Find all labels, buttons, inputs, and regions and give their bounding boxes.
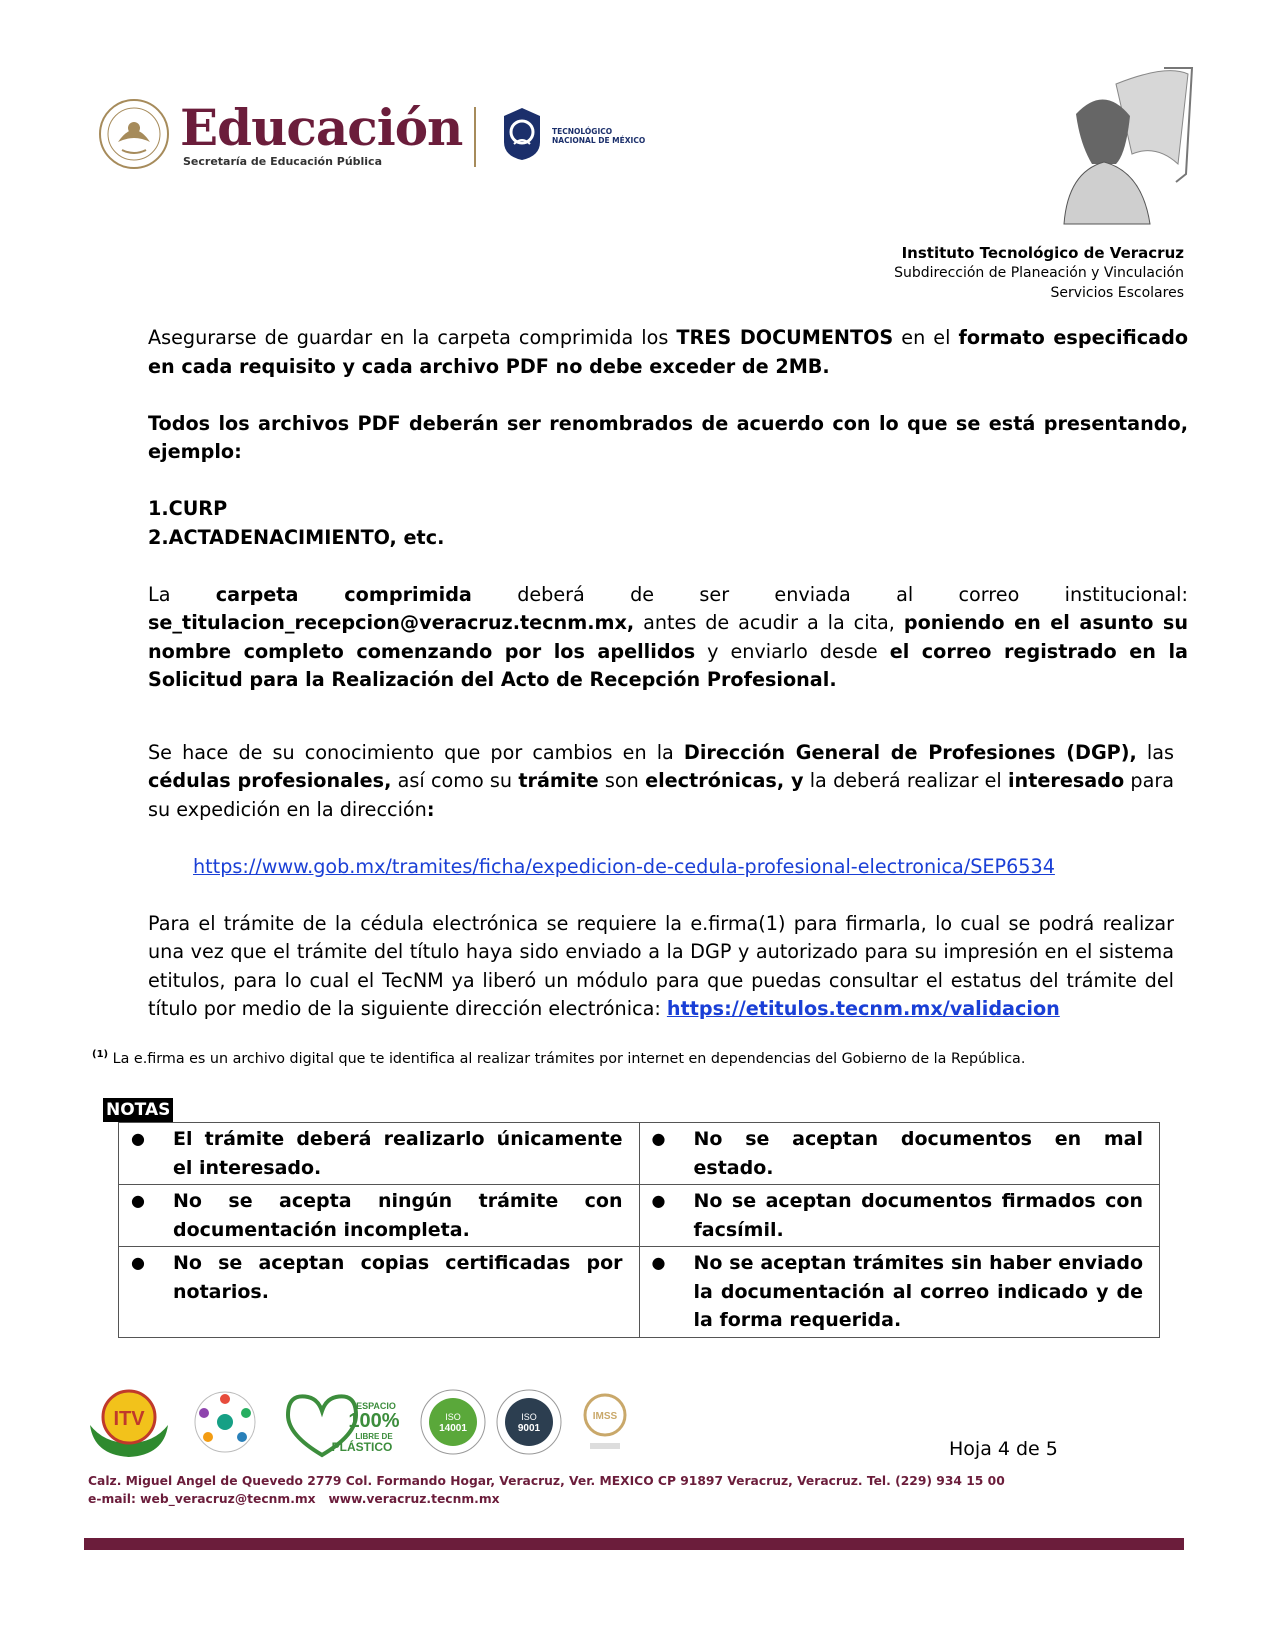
bullet-icon: ● [651, 1129, 666, 1148]
iso-9001-number: 9001 [517, 1423, 541, 1434]
notes-label: NOTAS [103, 1098, 173, 1122]
plastic-free-text-3: LIBRE DE [355, 1432, 393, 1441]
plastic-free-text-4: PLÁSTICO [331, 1440, 393, 1454]
bullet-icon: ● [131, 1129, 145, 1148]
office-name: Servicios Escolares [1050, 285, 1184, 301]
dgp-cedula-link[interactable]: https://www.gob.mx/tramites/ficha/expedicion-de-cedula-profesional-electronica/SEP6534 [193, 854, 1055, 878]
example-item-1: 1.CURP [148, 497, 228, 520]
institutional-email: se_titulacion_recepcion@veracruz.tecnm.mx, [148, 611, 635, 634]
plastic-free-logo-icon [278, 1385, 400, 1459]
bullet-icon: ● [131, 1253, 145, 1272]
educacion-logo-text: Educación [180, 98, 463, 157]
notes-table [118, 1122, 1160, 1338]
bullet-icon: ● [651, 1253, 666, 1272]
itv-logo-icon [84, 1385, 174, 1459]
footer-bar [84, 1538, 1184, 1550]
tecnm-logo-text: TECNOLÓGICO NACIONAL DE MÉXICO [552, 127, 646, 145]
tecnm-logo-icon [500, 106, 544, 162]
itv-logo-text: ITV [113, 1408, 145, 1430]
example-item-2: 2.ACTADENACIMIENTO, etc. [148, 525, 445, 549]
page-number: Hoja 4 de 5 [949, 1438, 1058, 1460]
plastic-free-text-1: ESPACIO [356, 1401, 396, 1411]
iso-14001-logo-icon [418, 1385, 488, 1459]
bullet-icon: ● [651, 1191, 666, 1210]
paragraph-dgp: Se hace de su conocimiento que por cambios en la Dirección General de Profesiones (DGP), las cédulas profesionales, así como su trámite son electrónicas, y la deberá realizar el interesado para su expedición en la dirección: [148, 740, 1174, 821]
equality-ring-logo-icon [186, 1385, 264, 1459]
paragraph-save-documents: Asegurarse de guardar en la carpeta comprimida los TRES DOCUMENTOS en el formato especificado en cada requisito y cada archivo PDF no debe exceder de 2MB. [148, 326, 1188, 378]
bullet-icon: ● [131, 1191, 145, 1210]
plastic-free-text-2: 100% [348, 1410, 400, 1432]
footer-address [88, 1472, 1005, 1508]
table-row: ● No se acepta ningún trámite con documentación incompleta. ● No se aceptan documentos firmados con facsímil. [119, 1185, 1160, 1247]
sep-subtitle: Secretaría de Educación Pública [183, 155, 383, 168]
paragraph-efirma: Para el trámite de la cédula electrónica se requiere la e.firma(1) para firmarla, lo cual se podrá realizar una vez que el trámite del título haya sido enviado a la DGP y autorizado para su impresión en el sistema etitulos, para lo cual el TecNM ya liberó un módulo para que puedas consultar el estatus del trámite del título por medio de la siguiente dirección electrónica: https://etitulos.tecnm.mx/validacion [148, 911, 1174, 1020]
institute-info [894, 243, 1184, 303]
logo-divider [474, 107, 476, 167]
footnote: $^{(1)}$ La e.firma es un archivo digital que te identifica al realizar trámites por internet en dependencias del Gobierno de la República. [92, 1049, 1026, 1067]
document-body [148, 324, 1188, 1024]
imss-logo-text: IMSS [592, 1411, 618, 1422]
imss-logo-icon [576, 1385, 634, 1459]
iso-9001-text: ISO [521, 1412, 537, 1422]
iso-14001-number: 14001 [439, 1423, 467, 1434]
paragraph-rename-files: Todos los archivos PDF deberán ser renombrados de acuerdo con lo que se está presentando, ejemplo: [148, 411, 1188, 463]
iso-9001-logo-icon [494, 1385, 564, 1459]
woman-flag-illustration-icon [1046, 64, 1196, 224]
department-name: Subdirección de Planeación y Vinculación [894, 265, 1184, 281]
institute-name: Instituto Tecnológico de Veracruz [901, 244, 1184, 262]
etitulos-validation-link[interactable]: https://etitulos.tecnm.mx/validacion [666, 997, 1060, 1020]
paragraph-send-folder: La carpeta comprimida deberá de ser enviada al correo institucional: se_titulacion_recepcion@veracruz.tecnm.mx, antes de acudir a la cita, poniendo en el asunto su nombre completo comenzando por los apellidos y enviarlo desde el correo registrado en la Solicitud para la Realización del Acto de Recepción Profesional. [148, 582, 1188, 691]
mexico-seal-icon [98, 98, 170, 170]
table-row: ● El trámite deberá realizarlo únicamente el interesado. ● No se aceptan documentos en mal estado. [119, 1123, 1160, 1185]
iso-14001-text: ISO [445, 1412, 461, 1422]
address-line: Calz. Miguel Angel de Quevedo 2779 Col. Formando Hogar, Veracruz, Ver. MEXICO CP 91897 Veracruz, Veracruz. Tel. (229) 934 15 00 [88, 1474, 1005, 1488]
table-row: ● No se aceptan copias certificadas por notarios. ● No se aceptan trámites sin haber enviado la documentación al correo indicado y de la forma requerida. [119, 1247, 1160, 1338]
contact-line: e-mail: web_veracruz@tecnm.mx www.veracruz.tecnm.mx [88, 1492, 500, 1506]
